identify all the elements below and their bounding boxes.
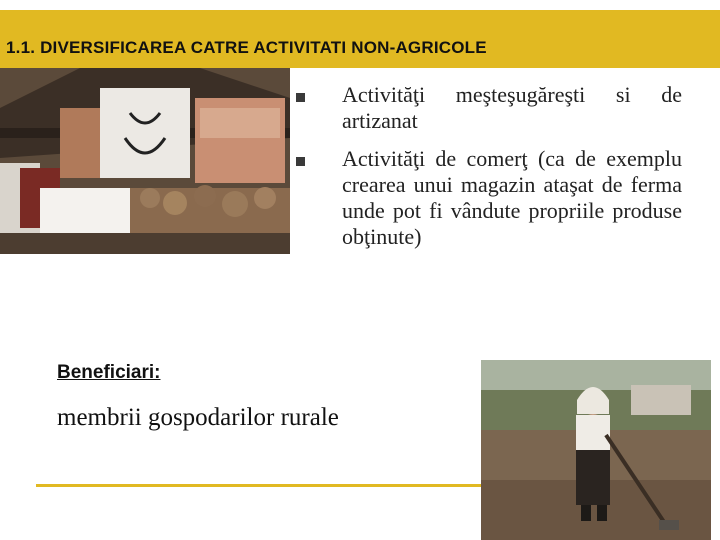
bullet-marker — [296, 157, 305, 166]
bullet-text-1: Activităţi meşteşugăreşti si de artizanat — [342, 82, 682, 133]
slide-title: 1.1. DIVERSIFICAREA CATRE ACTIVITATI NON-AGRICOLE — [6, 38, 487, 57]
bullet-marker — [296, 93, 305, 102]
farmer-woman-photo — [481, 360, 711, 540]
crafts-market-photo — [0, 68, 290, 254]
divider-rule — [36, 484, 481, 487]
bullet-text-2: Activităţi de comerţ (ca de exemplu crearea unui magazin ataşat de ferma unde pot fi vândute propriile produse obţinute) — [342, 146, 682, 249]
beneficiaries-text: membrii gospodarilor rurale — [57, 404, 339, 431]
beneficiaries-label: Beneficiari: — [57, 362, 161, 383]
